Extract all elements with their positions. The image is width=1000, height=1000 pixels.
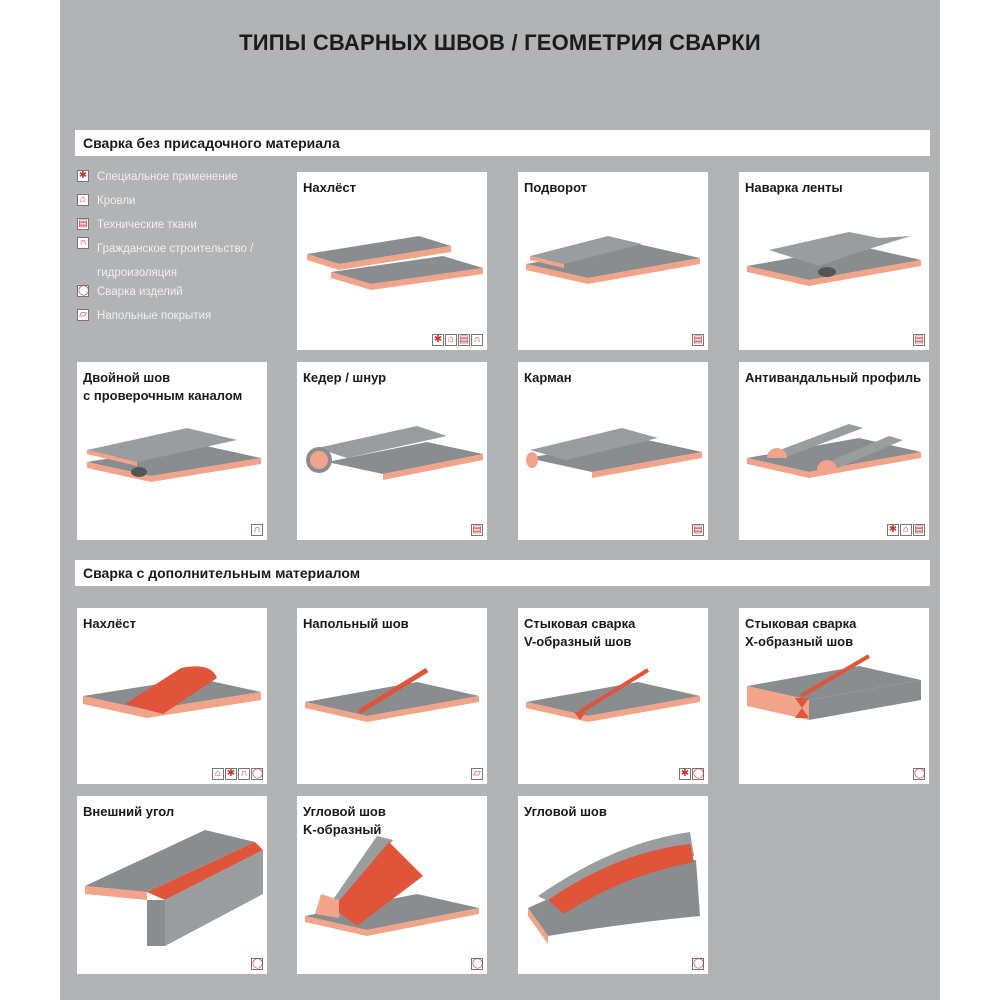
page-title: ТИПЫ СВАРНЫХ ШВОВ / ГЕОМЕТРИЯ СВАРКИ	[239, 30, 761, 55]
product-welding-icon: ◯	[78, 285, 90, 296]
flooring-icon: ▱	[77, 309, 89, 321]
antivandal-illustration	[739, 362, 929, 540]
fillet-illustration	[518, 796, 708, 974]
legend-label: Гражданское строительство / гидроизоляция	[97, 243, 254, 279]
card-icons	[471, 524, 483, 536]
product-welding-icon: ◯	[693, 768, 705, 779]
card-icons	[251, 524, 263, 536]
card-title: Внешний угол	[83, 804, 175, 819]
legend-label: Кровли	[97, 195, 136, 207]
card-title: Стыковая сварка V-образный шов	[524, 616, 636, 649]
roofing-icon: ⌂	[212, 768, 224, 780]
card-icons	[679, 768, 704, 780]
card-butt-v	[518, 608, 708, 784]
card-title: Кедер / шнур	[303, 370, 387, 385]
flooring-icon: ▱	[471, 768, 483, 780]
card-icons	[251, 958, 263, 970]
pocket-illustration	[518, 362, 708, 540]
card-title: Нахлёст	[303, 180, 356, 195]
card-antivandal	[739, 362, 929, 540]
card-title: Нахлёст	[83, 616, 136, 631]
legend-item-products	[77, 285, 287, 305]
tape-welding-illustration	[739, 172, 929, 350]
product-welding-icon: ◯	[693, 958, 705, 969]
section-with-filler: Сварка с дополнительным материалом	[75, 560, 930, 586]
card-butt-x	[739, 608, 929, 784]
card-title: Антивандальный профиль	[745, 370, 922, 385]
special-application-icon: ✱	[680, 768, 690, 779]
card-title: Угловой шов	[524, 804, 607, 819]
card-icons	[471, 958, 483, 970]
card-double-seam	[77, 362, 267, 540]
card-fillet	[518, 796, 708, 974]
legend-label: Напольные покрытия	[97, 310, 212, 322]
legend-item-roofing	[77, 194, 287, 214]
product-welding-icon: ◯	[472, 958, 484, 969]
technical-fabrics-icon: ▤	[914, 334, 924, 345]
legend-label: Специальное применение	[97, 171, 238, 183]
card-icons	[471, 768, 483, 780]
section-no-filler: Сварка без присадочного материала	[75, 130, 930, 156]
card-pocket	[518, 362, 708, 540]
card-tape-welding	[739, 172, 929, 350]
card-title: Стыковая сварка X-образный шов	[745, 616, 857, 649]
legend	[77, 170, 287, 333]
legend-item-fabrics	[77, 218, 287, 238]
card-icons	[913, 334, 925, 346]
legend-label: Сварка изделий	[97, 286, 183, 298]
card-overlap-filler	[77, 608, 267, 784]
card-floor-seam	[297, 608, 487, 784]
card-icons	[212, 768, 263, 780]
card-icons	[692, 524, 704, 536]
technical-fabrics-icon: ▤	[914, 524, 924, 535]
card-icons	[913, 768, 925, 780]
outer-corner-illustration	[77, 796, 267, 974]
card-icons	[692, 334, 704, 346]
special-application-icon: ✱	[433, 334, 443, 345]
card-title: Угловой шов K-образный	[303, 804, 386, 837]
overlap-filler-illustration	[77, 608, 267, 784]
card-title: Наварка ленты	[745, 180, 843, 195]
card-outer-corner	[77, 796, 267, 974]
legend-item-civil	[77, 237, 287, 281]
roofing-icon: ⌂	[900, 524, 912, 536]
technical-fabrics-icon: ▤	[693, 524, 703, 535]
civil-construction-icon: ∩	[238, 768, 250, 780]
civil-construction-icon: ∩	[77, 237, 89, 249]
legend-item-flooring	[77, 309, 287, 329]
overlap-illustration	[297, 172, 487, 350]
product-welding-icon: ◯	[252, 958, 264, 969]
roofing-icon: ⌂	[77, 194, 89, 206]
keder-illustration	[297, 362, 487, 540]
special-application-icon: ✱	[78, 170, 88, 181]
technical-fabrics-icon: ▤	[472, 524, 482, 535]
card-keder	[297, 362, 487, 540]
special-application-icon: ✱	[888, 524, 898, 535]
card-title: Подворот	[524, 180, 588, 195]
card-fillet-k	[297, 796, 487, 974]
card-title: Карман	[524, 370, 572, 385]
card-turn-under	[518, 172, 708, 350]
product-welding-icon: ◯	[914, 768, 926, 779]
roofing-icon: ⌂	[445, 334, 457, 346]
card-icons	[887, 524, 925, 536]
turn-under-illustration	[518, 172, 708, 350]
card-icons	[692, 958, 704, 970]
card-overlap	[297, 172, 487, 350]
technical-fabrics-icon: ▤	[459, 334, 469, 345]
card-title: Напольный шов	[303, 616, 409, 631]
civil-construction-icon: ∩	[471, 334, 483, 346]
card-icons	[432, 334, 483, 346]
special-application-icon: ✱	[226, 768, 236, 779]
civil-construction-icon: ∩	[251, 524, 263, 536]
product-welding-icon: ◯	[252, 768, 264, 779]
floor-seam-illustration	[297, 608, 487, 784]
legend-label: Технические ткани	[97, 219, 197, 231]
legend-item-special	[77, 170, 287, 190]
technical-fabrics-icon: ▤	[78, 218, 88, 229]
technical-fabrics-icon: ▤	[693, 334, 703, 345]
card-title: Двойной шов с проверочным каналом	[83, 370, 243, 403]
